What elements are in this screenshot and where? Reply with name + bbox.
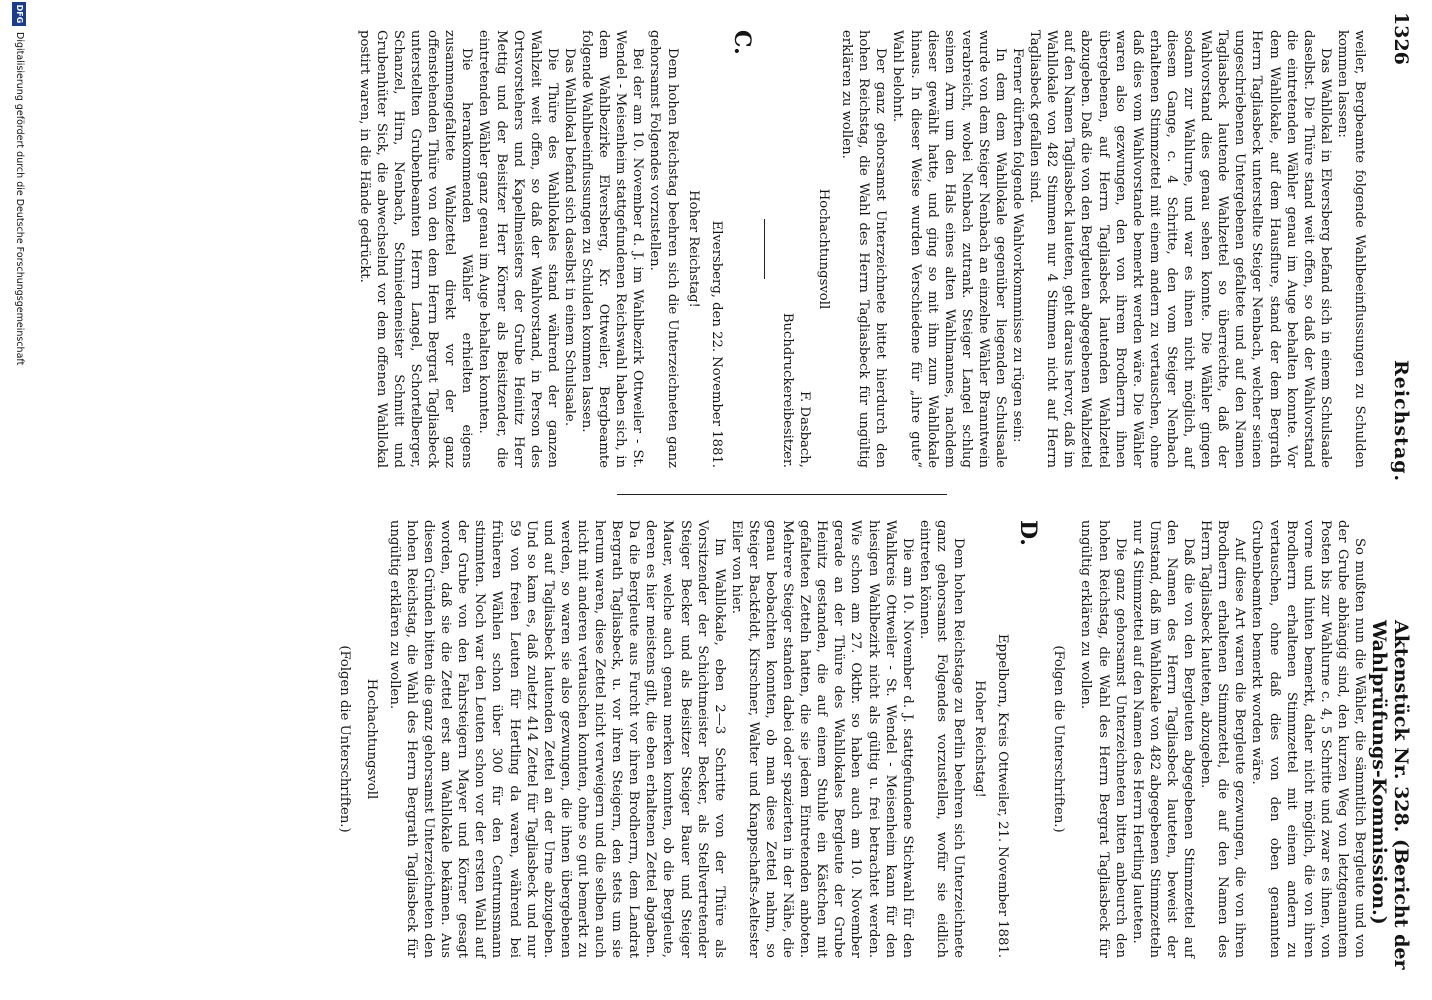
right-column [326,520,1368,958]
letter-date: Eppelborn, Kreis Ottweiler, 21. November 1881. [995,633,1011,958]
letter-date: Elversberg, den 22. November 1881. [708,220,724,468]
section-label: (Bericht der Wahlprüfungs-Kommission.) [1368,620,1412,970]
closing: Hochachtungsvoll [816,188,832,310]
paragraph: weiler, Bergbeamte folgende Wahlbeeinflussungen zu Schulden kommen lassen: [1334,30,1367,468]
digitization-credit: Digitalisierung gefördert durch die Deutsche Forschungsgemeinschaft [14,32,25,366]
document-number [1368,620,1412,1000]
closing: Hochachtungsvoll [363,678,379,800]
paragraph: Die ganz gehorsamst Unterzeichneten bitten anbeurch den hohen Reichstag, die Wahl des Herrn Bergrat Tagliasbeck für ungültig erklären zu wollen. [1078,520,1128,958]
salutation: Hoher Reichstag! [685,190,701,308]
paragraph: Das Wahllokal befand sich daselbst in einem Schulsaale. [561,48,577,427]
paragraph: Die herankommenden Wähler erhielten eigens zusammengefaltete Wahlzettel direkt vor der ganz offenstehenden Thüre von den dem Herrn Bergrat Tagliasbeck unterstellten Grubenbeamten Herrn Langel, Schortelberger, Schanzel, Hirn, Nenbach, Schmiedemeister Schmitt und Grubenhüter Sick, die abwechselnd vor dem offenen Wahllokal postirt waren, in die Hände gedrückt. [356,30,475,468]
paragraph: Dem hohen Reichstag beehren sich die Unterzeichneten ganz gehorsamst Folgendes vorzustellen. [647,30,680,468]
page-number: 1326 [1390,12,1412,65]
paragraph: Die am 10. November d. J. stattgefundene Stichwahl für den Wahlkreis Ottweiler - St. Wendel - Meisenheim kann für den hiesigen Wahlbezirk nicht als gültig u. frei betrachtet werden. Wie schon am 27. Oktbr. so haben auch am 10. November gerade an der Thüre des Wahllokales Bergleute der Grube Heinitz gestanden, die auf einem Stuhle ein Kästchen mit gefalteten Zetteln hatten, die sie jedem Eintretenden anboten. Mehrere Steiger standen dabei oder spazierten in der Nähe, die genau beobachten konnten, ob man diese Zettel nahm, so Steiger Backfeldt, Kirschner, Walter und Knappschafts-Aeltester Eiler von hier. [728,520,915,958]
dfg-logo: DFG [12,2,26,26]
section-mark: D. [1015,520,1042,546]
signatures-note: (Folgen die Unterschriften.) [336,645,352,833]
paragraph: Das Wahllokal in Elversberg befand sich in einem Schulsaale daselbst. Die Thüre stand weit offen, so daß der Wahlvorstand die eintretenden Wähler genau im Auge behalten konnte. Vor dem Wahllokale, auf dem Hausflure, stand der dem Bergrath Herrn Tagliasbeck unterstellte Steiger Nenbach, welcher seinen ungeschriebenen Untergebenen gefaltete und auf den Namen Tagliasbeck lautende Wahlzettel so überreichte, daß der Wahlvorstand dies genau sehen konnte. Die Wähler gingen sodann zur Wahlurne, und war es ihnen nicht möglich, auf diesem Gange, c. 4 Schritte, den vom Steiger Nenbach erhaltenen Stimmzettel mit einem andern zu vertauschen, ohne daß dies vom Wahlvorstande bemerkt werden wäre. Die Wähler waren also gezwungen, den von ihrem Brodherrn ihnen übergebenen, auf Herrn Tagliasbeck lautenden Wahlzettel abzugeben. Daß die von den Bergleuten abgegebenen Wahlzettel auf den Namen Tagliasbeck lauteten, geht daraus hervor, daß im Wahllokale von 482 Stimmen nur 4 Stimmen nicht auf Herrn Tagliasbeck gefallen sind. [1027,30,1333,468]
page-header [1368,0,1418,1000]
publication-title: Reichstag. [1390,360,1412,483]
paragraph: Bei der am 10. November d. J. im Wahlbezirk Ottweiler - St. Wendel - Meisenheim stattgefundenen Reichswahl haben sich, in dem Wahlbezirke Elversberg, Kr. Ottweiler, Bergbeamte folgende Wahlbeeinflussungen zu Schulden kommen lassen. [579,30,646,468]
column-divider [617,494,947,495]
paragraph: Dem hohen Reichstage zu Berlin beehren sich Unterzeichnete ganz gehorsamst Folgendes vorzustellen, wofür sie eidlich eintreten können. [916,520,967,958]
paragraph: Die Thüre des Wahllokales stand während der ganzen Wahlzeit weit offen, so daß der Wahlvorstand, in Person des Ortsvorstehers und Kapellmeisters der Grube Heinitz Herr Mettig und der Beisitzer Herr Körner als Beisitzender, die eintretenden Wähler ganz genau im Auge behalten konnten. [476,30,560,468]
paragraph: Im Wahllokale, eben 2—3 Schritte von der Thüre als Vorsitzender der Schichtmeister Becker, als Stellvertretender Steiger Becker und als Beisitzer Steiger Bauer und Steiger Mauer, welche auch genau merken konnten, ob die Bergleute, deren es hier meistens gilt, die eben erhaltenen Zettel abgaben. Da die Bergleute aus Furcht vor ihren Brodherrn, dem Landrat Bergrath Tagliasbeck, u. vor ihren Steigern, den stets um sie herum waren, diese Zettel nicht verweigern und die selben auch nicht mit anderen vertauschen konnten, ohne so gut bemerkt zu werden, so waren sie also gezwungen, die ihnen übergebenen und auf Tagliasbeck lautenden Zettel an der Urne abzugeben. Und so kam es, daß zuletzt 414 Zettel für Tagliasbeck und nur 59 von freien Leuten für Hertling da waren, während bei früheren Wählen schon über 300 für den Centrumsmann stimmten. Noch war den Leuten schon vor der ersten Wahl auf der Grube von den Fahrsteigern Mayer und Körner gesagt worden, daß sie die Zettel erst am Wahllokale bekämen. Aus diesen Gründen bitten die ganz gehorsamst Unterzeichneten den hohen Reichstag, die Wahl des Herrn Bergrath Tagliasbeck für ungültig erklären zu wollen. [386,520,727,958]
paragraph: In dem dem Wahllokale gegenüber liegenden Schulsaale wurde von dem Steiger Nenbach an einzelne Wähler Branntwein verabreicht, wobei Nenbach zutrank. Steiger Langel schlug seinen Arm um den Hals eines alten Wahlmannes, nachdem dieser gewählt hatte, und ging so mit ihm zum Wahllokale hinaus. In dieser Weise wurden Verschiedene für „ihre gute“ Wahl belohnt. [890,30,1009,468]
left-column [356,30,1368,468]
signature: F. Dasbach, [797,390,812,468]
section-divider [764,219,765,279]
paragraph: Ferner dürften folgende Wahlvorkommnisse zu rügen sein: [1010,48,1026,443]
salutation: Hoher Reichstag! [972,680,988,798]
paragraph: So mußten nun die Wähler, die sämmtlich Bergleute und von der Grube abhängig sind, den kurzen Weg von letztgenanntem Posten bis zur Wahlurne c. 4, 5 Schritte und zwar es ihnen, von vorne und hinten bemerkt, daher nicht möglich, die von ihren Brodherrn erhaltenen Stimmzettel mit einem andern zu vertauschen, ohne daß dies von den oben genannten Grubenbeamten bemerkt worden wäre. [1249,520,1367,958]
paragraph: Auf diese Art waren die Bergleute gezwungen, die von ihren Brodherrn erhaltenen Stimmzettel, die auf den Namen des Herrn Tagliasbeck lauteten, abzugeben. [1198,520,1248,958]
paragraph: Daß die von den Bergleuten abgegebenen Stimmzettel auf den Namen des Herrn Tagliasbeck lauteten, beweist der Umstand, daß im Wahllokale von 482 abgegebenen Stimmzetteln nur 4 Stimmzettel auf den Namen des Herrn Hertling lauteten. [1129,520,1197,958]
document-label: Aktenstück Nr. 328. [1390,620,1412,833]
signatures-note: (Folgen die Unterschriften.) [1051,645,1067,833]
paragraph: Der ganz gehorsamst Unterzeichnete bittet hierdurch den hohen Reichstag, die Wahl des Herrn Tagliasbeck für ungültig erklären zu wollen. [839,30,889,468]
section-mark: C. [728,30,755,55]
digitization-footer [8,0,28,1000]
signature-title: Buchdruckereibesitzer. [779,312,795,468]
